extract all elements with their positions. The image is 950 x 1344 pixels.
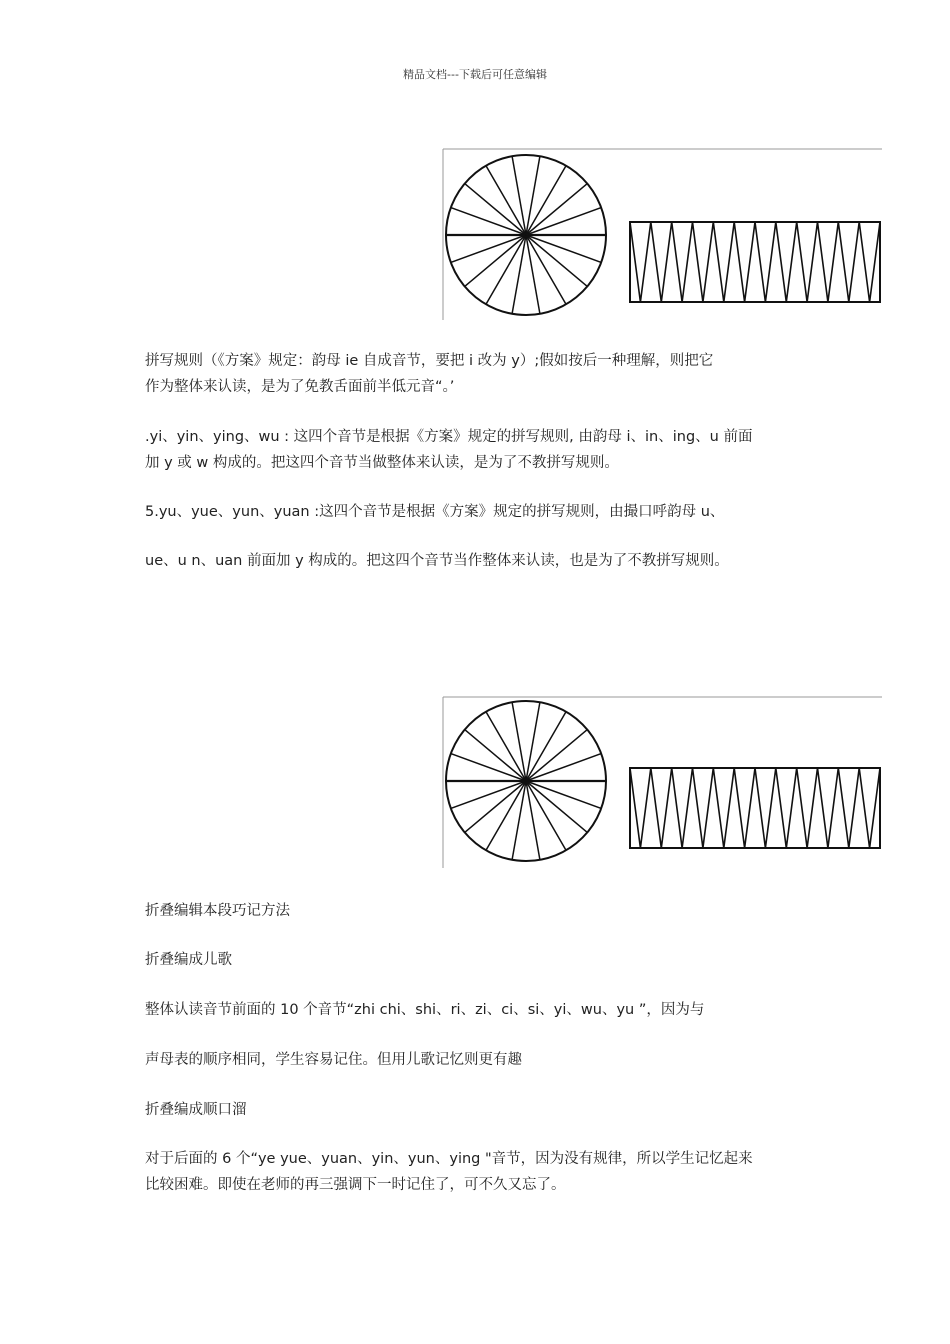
paragraph: 拼写规则（《方案》规定：韵母 ie 自成音节，要把 i 改为 y）;假如按后一种理解，则把它 作为整体来认读，是为了免教舌面前半低元音“。’ [145, 353, 714, 395]
wheel-spoke [526, 208, 601, 235]
paragraph: .yi、yin、ying、wu : 这四个音节是根据《方案》规定的拼写规则, 由韵母 i、in、ing、u 前面 加 y 或 w 构成的。把这四个音节当做整体来认读，是为了不教拼写规则。 [145, 429, 753, 471]
zigzag-box [630, 768, 880, 848]
wheel-spoke [451, 781, 526, 808]
section-heading: 折叠编辑本段巧记方法 [145, 903, 290, 919]
figure-drawing [440, 148, 882, 320]
paragraph: 声母表的顺序相同，学生容易记住。但用儿歌记忆则更有趣 [145, 1052, 522, 1068]
wheel-spoke [465, 781, 526, 832]
circle-spokes [446, 702, 606, 860]
wheel-spoke [465, 730, 526, 781]
wheel-spoke [526, 730, 587, 781]
wheel-spoke [465, 184, 526, 235]
wheel-spoke [526, 781, 587, 832]
section-heading: 折叠编成顺口溜 [145, 1102, 247, 1118]
page-header: 精品文档---下载后可任意编辑 [403, 68, 547, 81]
zigzag-line [630, 222, 880, 302]
wheel-spoke [526, 235, 601, 262]
wheel-zigzag-figure [440, 148, 882, 320]
wheel-spoke [526, 235, 587, 286]
wheel-zigzag-figure [440, 696, 882, 868]
wheel-spoke [526, 781, 601, 808]
wheel-spoke [526, 754, 601, 781]
figure-drawing [440, 696, 882, 868]
paragraph: 5.yu、yue、yun、yuan :这四个音节是根据《方案》规定的拼写规则，由撮口呼韵母 u、 [145, 504, 725, 520]
wheel-spoke [451, 235, 526, 262]
section-heading: 折叠编成儿歌 [145, 952, 232, 968]
paragraph: 整体认读音节前面的 10 个音节“zhi chi、shi、ri、zi、ci、si、yi、wu、yu ”，因为与 [145, 1002, 705, 1018]
zigzag-box [630, 222, 880, 302]
wheel-spoke [465, 235, 526, 286]
wheel-spoke [526, 184, 587, 235]
wheel-spoke [451, 754, 526, 781]
circle-spokes [446, 156, 606, 314]
paragraph: 对于后面的 6 个“ye yue、yuan、yin、yun、ying "音节，因为没有规律，所以学生记忆起来 比较困难。即使在老师的再三强调下一时记住了，可不久又忘了。 [145, 1151, 753, 1193]
zigzag-line [630, 768, 880, 848]
wheel-spoke [451, 208, 526, 235]
paragraph: ue、u n、uan 前面加 y 构成的。把这四个音节当作整体来认读，也是为了不教拼写规则。 [145, 553, 729, 569]
